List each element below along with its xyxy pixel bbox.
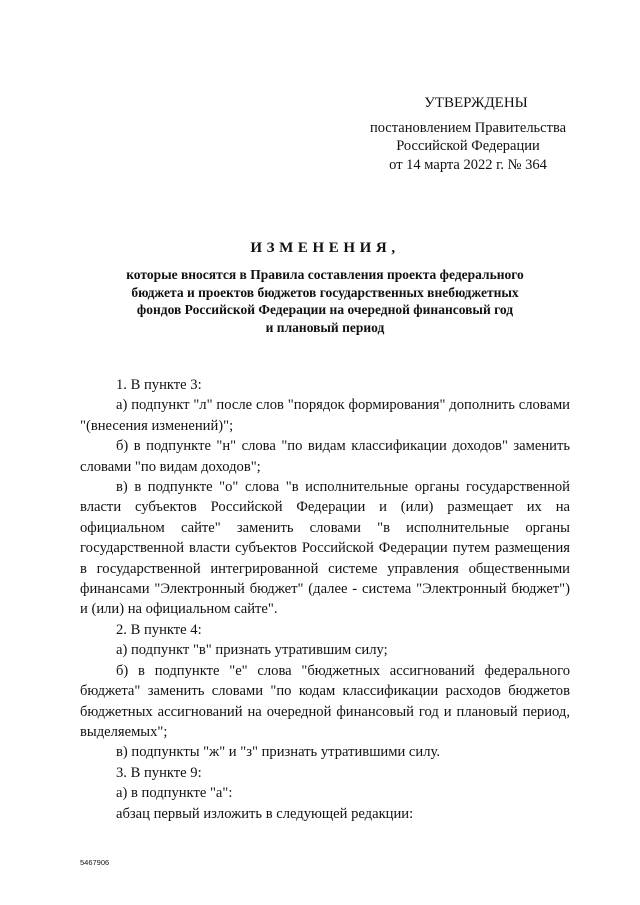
approval-heading: УТВЕРЖДЕНЫ <box>424 95 528 111</box>
approval-block <box>358 94 578 174</box>
subtitle-line: бюджета и проектов бюджетов государственных внебюджетных <box>131 284 519 300</box>
subtitle-line: которые вносятся в Правила составления проекта федерального <box>126 267 524 282</box>
paragraph-2b: б) в подпункте "е" слова "бюджетных ассигнований федерального бюджета" заменить словами "по кодам классификации расходов бюджетов бюджетных ассигнований на очередной финансовый год и плановый период, выделяемых"; <box>80 662 570 740</box>
paragraph-item-1: 1. В пункте 3: <box>116 377 202 393</box>
document-body <box>80 375 570 824</box>
paragraph-item-3: 3. В пункте 9: <box>116 764 202 781</box>
paragraph-2v: в) подпункты "ж" и "з" признать утратившими силу. <box>116 744 440 761</box>
document-subtitle <box>80 266 570 336</box>
paragraph-1v: в) в подпункте "о" слова "в исполнительные органы государственной власти субъектов Российской Федерации и (или) размещает их на официальном сайте" заменить словами "в исполнительные органы государственной власти субъектов Российской Федерации путем размещения в государственной интегрированной системе управления общественными финансами "Электронный бюджет" (далее - система "Электронный бюджет") и (или) на официальном сайте". <box>80 479 570 618</box>
document-title: ИЗМЕНЕНИЯ, <box>250 240 400 256</box>
approval-line-2: Российской Федерации <box>396 138 540 154</box>
subtitle-line: фондов Российской Федерации на очередной финансовый год <box>136 302 514 317</box>
paragraph-2a: а) подпункт "в" признать утратившим силу; <box>116 642 388 659</box>
document-number: 5467906 <box>80 858 110 867</box>
paragraph-item-2: 2. В пункте 4: <box>116 621 202 638</box>
paragraph-3a: а) в подпункте "а": <box>116 785 233 802</box>
subtitle-line: и плановый период <box>265 319 385 335</box>
approval-line-3: от 14 марта 2022 г. № 364 <box>389 156 547 173</box>
paragraph-1a: а) подпункт "л" после слов "порядок формирования" дополнить словами "(внесения изменений)"; <box>80 397 570 434</box>
paragraph-1b: б) в подпункте "н" слова "по видам классификации доходов" заменить словами "по видам доходов"; <box>80 438 570 475</box>
approval-line-1: постановлением Правительства <box>369 119 567 136</box>
paragraph-3a-text: абзац первый изложить в следующей редакции: <box>116 805 414 822</box>
